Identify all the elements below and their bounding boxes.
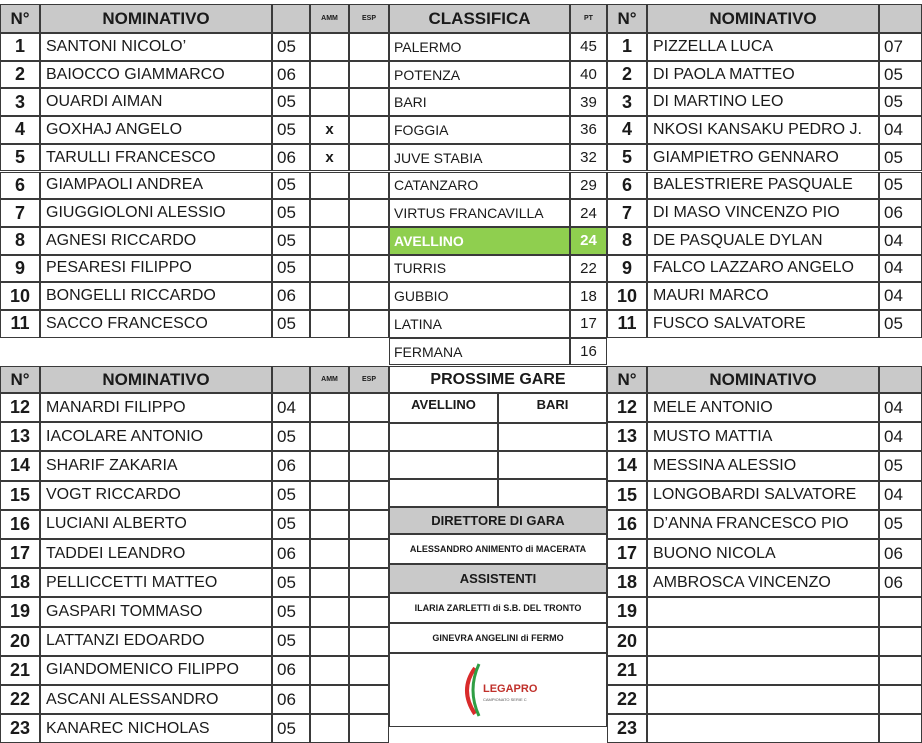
player-number: 20 [607, 627, 647, 656]
esp-mark [349, 255, 389, 283]
esp-mark [349, 116, 389, 144]
standing-team: FERMANA [389, 338, 570, 366]
header-amm: AMM [310, 4, 349, 33]
player-name: PELLICCETTI MATTEO [40, 568, 272, 597]
lega-pro-logo-icon [453, 658, 543, 722]
amm-mark [310, 627, 349, 656]
esp-mark [349, 144, 389, 172]
standing-points: 45 [570, 33, 607, 61]
player-name: FUSCO SALVATORE [647, 310, 879, 338]
match-slot [389, 423, 498, 451]
header-blank-bottom-right [879, 366, 922, 393]
player-number: 16 [0, 510, 40, 539]
match-slot [498, 451, 607, 479]
player-number: 5 [0, 144, 40, 172]
standing-points: 18 [570, 282, 607, 310]
standing-team: TURRIS [389, 255, 570, 283]
player-number: 2 [607, 61, 647, 89]
player-value: 06 [272, 539, 310, 568]
player-value: 05 [879, 510, 922, 539]
player-name: D’ANNA FRANCESCO PIO [647, 510, 879, 539]
player-number: 9 [607, 255, 647, 283]
player-number: 8 [607, 227, 647, 255]
header-pt: PT [570, 4, 607, 33]
match-slot [498, 423, 607, 451]
amm-mark [310, 714, 349, 743]
assistenti-title: ASSISTENTI [389, 564, 607, 593]
header-esp-bottom: ESP [349, 366, 389, 393]
header-blank [272, 4, 310, 33]
esp-mark [349, 597, 389, 626]
player-name: GASPARI TOMMASO [40, 597, 272, 626]
standing-points: 36 [570, 116, 607, 144]
player-name: PESARESI FILIPPO [40, 255, 272, 283]
standing-team: POTENZA [389, 61, 570, 89]
player-value: 06 [272, 656, 310, 685]
player-value: 05 [272, 510, 310, 539]
amm-mark [310, 172, 349, 200]
player-name: GIAMPAOLI ANDREA [40, 172, 272, 200]
player-name: DI PAOLA MATTEO [647, 61, 879, 89]
player-number: 12 [607, 393, 647, 422]
player-number: 19 [0, 597, 40, 626]
esp-mark [349, 33, 389, 61]
player-value [879, 656, 922, 685]
player-number: 21 [0, 656, 40, 685]
amm-mark [310, 510, 349, 539]
player-name: ASCANI ALESSANDRO [40, 685, 272, 714]
amm-mark [310, 255, 349, 283]
player-number: 18 [607, 568, 647, 597]
player-name: LATTANZI EDOARDO [40, 627, 272, 656]
player-name: DI MASO VINCENZO PIO [647, 199, 879, 227]
player-value: 05 [879, 451, 922, 480]
header-num-bottom: N° [0, 366, 40, 393]
esp-mark [349, 451, 389, 480]
player-number: 3 [607, 88, 647, 116]
standing-points: 40 [570, 61, 607, 89]
player-number: 1 [607, 33, 647, 61]
player-name [647, 597, 879, 626]
player-value: 05 [272, 88, 310, 116]
player-number: 4 [607, 116, 647, 144]
player-value: 04 [879, 227, 922, 255]
player-name: BALESTRIERE PASQUALE [647, 172, 879, 200]
esp-mark [349, 656, 389, 685]
header-nominativo-bottom: NOMINATIVO [40, 366, 272, 393]
player-value: 05 [879, 310, 922, 338]
player-value: 05 [272, 310, 310, 338]
player-value: 05 [272, 172, 310, 200]
player-number: 7 [607, 199, 647, 227]
prossime-gare-title: PROSSIME GARE [389, 366, 607, 393]
player-number: 19 [607, 597, 647, 626]
player-number: 10 [607, 282, 647, 310]
standing-team: CATANZARO [389, 172, 570, 200]
esp-mark [349, 393, 389, 422]
player-number: 7 [0, 199, 40, 227]
player-number: 6 [0, 172, 40, 200]
header-classifica: CLASSIFICA [389, 4, 570, 33]
assistant-2: GINEVRA ANGELINI di FERMO [389, 623, 607, 653]
player-value: 05 [272, 116, 310, 144]
player-name: MESSINA ALESSIO [647, 451, 879, 480]
esp-mark [349, 568, 389, 597]
standing-points: 32 [570, 144, 607, 172]
header-esp: ESP [349, 4, 389, 33]
amm-mark [310, 227, 349, 255]
player-name: TADDEI LEANDRO [40, 539, 272, 568]
player-number: 14 [607, 451, 647, 480]
amm-mark [310, 199, 349, 227]
amm-mark [310, 422, 349, 451]
player-name: DE PASQUALE DYLAN [647, 227, 879, 255]
player-value: 05 [272, 199, 310, 227]
player-number: 1 [0, 33, 40, 61]
player-value: 05 [879, 88, 922, 116]
header-num: N° [0, 4, 40, 33]
player-name: GIUGGIOLONI ALESSIO [40, 199, 272, 227]
match-slot [498, 479, 607, 507]
player-number: 14 [0, 451, 40, 480]
player-name: SACCO FRANCESCO [40, 310, 272, 338]
player-number: 12 [0, 393, 40, 422]
player-value: 05 [879, 172, 922, 200]
player-value: 04 [272, 393, 310, 422]
player-value: 06 [272, 61, 310, 89]
player-name: GIANDOMENICO FILIPPO [40, 656, 272, 685]
header-nominativo-bottom-right: NOMINATIVO [647, 366, 879, 393]
player-number: 15 [0, 481, 40, 510]
standing-team: GUBBIO [389, 282, 570, 310]
player-number: 5 [607, 144, 647, 172]
standing-points: 22 [570, 255, 607, 283]
standing-team: FOGGIA [389, 116, 570, 144]
player-number: 2 [0, 61, 40, 89]
amm-mark [310, 310, 349, 338]
esp-mark [349, 422, 389, 451]
player-name: GIAMPIETRO GENNARO [647, 144, 879, 172]
standing-team: JUVE STABIA [389, 144, 570, 172]
player-name: AMBROSCA VINCENZO [647, 568, 879, 597]
amm-mark: x [310, 116, 349, 144]
amm-mark [310, 539, 349, 568]
player-name [647, 656, 879, 685]
player-value [879, 597, 922, 626]
standing-points: 29 [570, 172, 607, 200]
player-number: 3 [0, 88, 40, 116]
player-name: SANTONI NICOLO’ [40, 33, 272, 61]
player-number: 4 [0, 116, 40, 144]
esp-mark [349, 627, 389, 656]
player-name: TARULLI FRANCESCO [40, 144, 272, 172]
assistant-1: ILARIA ZARLETTI di S.B. DEL TRONTO [389, 593, 607, 623]
player-name: PIZZELLA LUCA [647, 33, 879, 61]
player-name: LONGOBARDI SALVATORE [647, 481, 879, 510]
header-blank-bottom [272, 366, 310, 393]
player-value: 06 [272, 144, 310, 172]
header-nominativo-right: NOMINATIVO [647, 4, 879, 33]
esp-mark [349, 714, 389, 743]
player-name: LUCIANI ALBERTO [40, 510, 272, 539]
player-name: MAURI MARCO [647, 282, 879, 310]
player-number: 6 [607, 172, 647, 200]
esp-mark [349, 172, 389, 200]
standing-points: 39 [570, 88, 607, 116]
player-value: 05 [879, 144, 922, 172]
amm-mark [310, 88, 349, 116]
player-name: BAIOCCO GIAMMARCO [40, 61, 272, 89]
header-nominativo: NOMINATIVO [40, 4, 272, 33]
amm-mark [310, 481, 349, 510]
player-number: 22 [607, 685, 647, 714]
player-number: 10 [0, 282, 40, 310]
player-number: 11 [607, 310, 647, 338]
player-number: 20 [0, 627, 40, 656]
esp-mark [349, 539, 389, 568]
player-value [879, 714, 922, 743]
esp-mark [349, 282, 389, 310]
player-value: 06 [879, 199, 922, 227]
standing-team: VIRTUS FRANCAVILLA [389, 199, 570, 227]
player-name [647, 714, 879, 743]
direttore-title: DIRETTORE DI GARA [389, 507, 607, 534]
standing-team: BARI [389, 88, 570, 116]
player-value: 04 [879, 282, 922, 310]
player-number: 16 [607, 510, 647, 539]
player-value: 05 [272, 627, 310, 656]
esp-mark [349, 61, 389, 89]
esp-mark [349, 88, 389, 116]
amm-mark [310, 33, 349, 61]
amm-mark [310, 393, 349, 422]
player-value: 06 [272, 282, 310, 310]
player-value: 05 [272, 227, 310, 255]
amm-mark [310, 61, 349, 89]
player-name: BUONO NICOLA [647, 539, 879, 568]
amm-mark [310, 451, 349, 480]
player-number: 15 [607, 481, 647, 510]
standing-points: 24 [570, 199, 607, 227]
header-num-bottom-right: N° [607, 366, 647, 393]
player-value: 05 [272, 568, 310, 597]
player-name: OUARDI AIMAN [40, 88, 272, 116]
amm-mark [310, 568, 349, 597]
amm-mark [310, 597, 349, 626]
player-name: MANARDI FILIPPO [40, 393, 272, 422]
player-name [647, 627, 879, 656]
esp-mark [349, 685, 389, 714]
player-number: 23 [0, 714, 40, 743]
player-number: 18 [0, 568, 40, 597]
player-name: GOXHAJ ANGELO [40, 116, 272, 144]
player-value: 05 [879, 61, 922, 89]
player-value: 07 [879, 33, 922, 61]
player-value: 06 [272, 451, 310, 480]
esp-mark [349, 481, 389, 510]
player-value: 04 [879, 393, 922, 422]
standing-points: 16 [570, 338, 607, 366]
header-blank-right [879, 4, 922, 33]
match-home: AVELLINO [389, 393, 498, 423]
match-slot [389, 479, 498, 507]
player-value [879, 627, 922, 656]
player-value: 04 [879, 481, 922, 510]
player-name: BONGELLI RICCARDO [40, 282, 272, 310]
esp-mark [349, 199, 389, 227]
player-number: 21 [607, 656, 647, 685]
player-value: 05 [272, 422, 310, 451]
player-value: 05 [272, 33, 310, 61]
logo-wordmark: LEGAPRO [483, 683, 538, 695]
player-value: 06 [879, 539, 922, 568]
player-name: SHARIF ZAKARIA [40, 451, 272, 480]
player-number: 13 [607, 422, 647, 451]
player-value: 04 [879, 422, 922, 451]
amm-mark [310, 685, 349, 714]
amm-mark: x [310, 144, 349, 172]
standing-points: 17 [570, 310, 607, 338]
player-number: 9 [0, 255, 40, 283]
player-value [879, 685, 922, 714]
player-number: 23 [607, 714, 647, 743]
standing-team: AVELLINO [389, 227, 570, 255]
player-number: 8 [0, 227, 40, 255]
player-number: 17 [607, 539, 647, 568]
player-value: 05 [272, 481, 310, 510]
player-number: 22 [0, 685, 40, 714]
logo-subtitle: CAMPIONATO SERIE C [483, 697, 527, 702]
player-name: MELE ANTONIO [647, 393, 879, 422]
referee-name: ALESSANDRO ANIMENTO di MACERATA [389, 534, 607, 564]
match-away: BARI [498, 393, 607, 423]
player-name: IACOLARE ANTONIO [40, 422, 272, 451]
standing-points: 24 [570, 227, 607, 255]
player-value: 04 [879, 255, 922, 283]
player-number: 17 [0, 539, 40, 568]
esp-mark [349, 227, 389, 255]
standing-team: LATINA [389, 310, 570, 338]
player-number: 11 [0, 310, 40, 338]
esp-mark [349, 510, 389, 539]
esp-mark [349, 310, 389, 338]
header-num-right: N° [607, 4, 647, 33]
player-value: 06 [879, 568, 922, 597]
player-name: NKOSI KANSAKU PEDRO J. [647, 116, 879, 144]
player-number: 13 [0, 422, 40, 451]
player-value: 06 [272, 685, 310, 714]
player-value: 05 [272, 255, 310, 283]
player-value: 05 [272, 597, 310, 626]
standing-team: PALERMO [389, 33, 570, 61]
player-name: FALCO LAZZARO ANGELO [647, 255, 879, 283]
header-amm-bottom: AMM [310, 366, 349, 393]
player-name: AGNESI RICCARDO [40, 227, 272, 255]
player-name: MUSTO MATTIA [647, 422, 879, 451]
player-name: DI MARTINO LEO [647, 88, 879, 116]
player-value: 05 [272, 714, 310, 743]
match-slot [389, 451, 498, 479]
player-name [647, 685, 879, 714]
amm-mark [310, 656, 349, 685]
lega-pro-logo-cell [389, 653, 607, 727]
player-name: KANAREC NICHOLAS [40, 714, 272, 743]
player-value: 04 [879, 116, 922, 144]
player-name: VOGT RICCARDO [40, 481, 272, 510]
amm-mark [310, 282, 349, 310]
